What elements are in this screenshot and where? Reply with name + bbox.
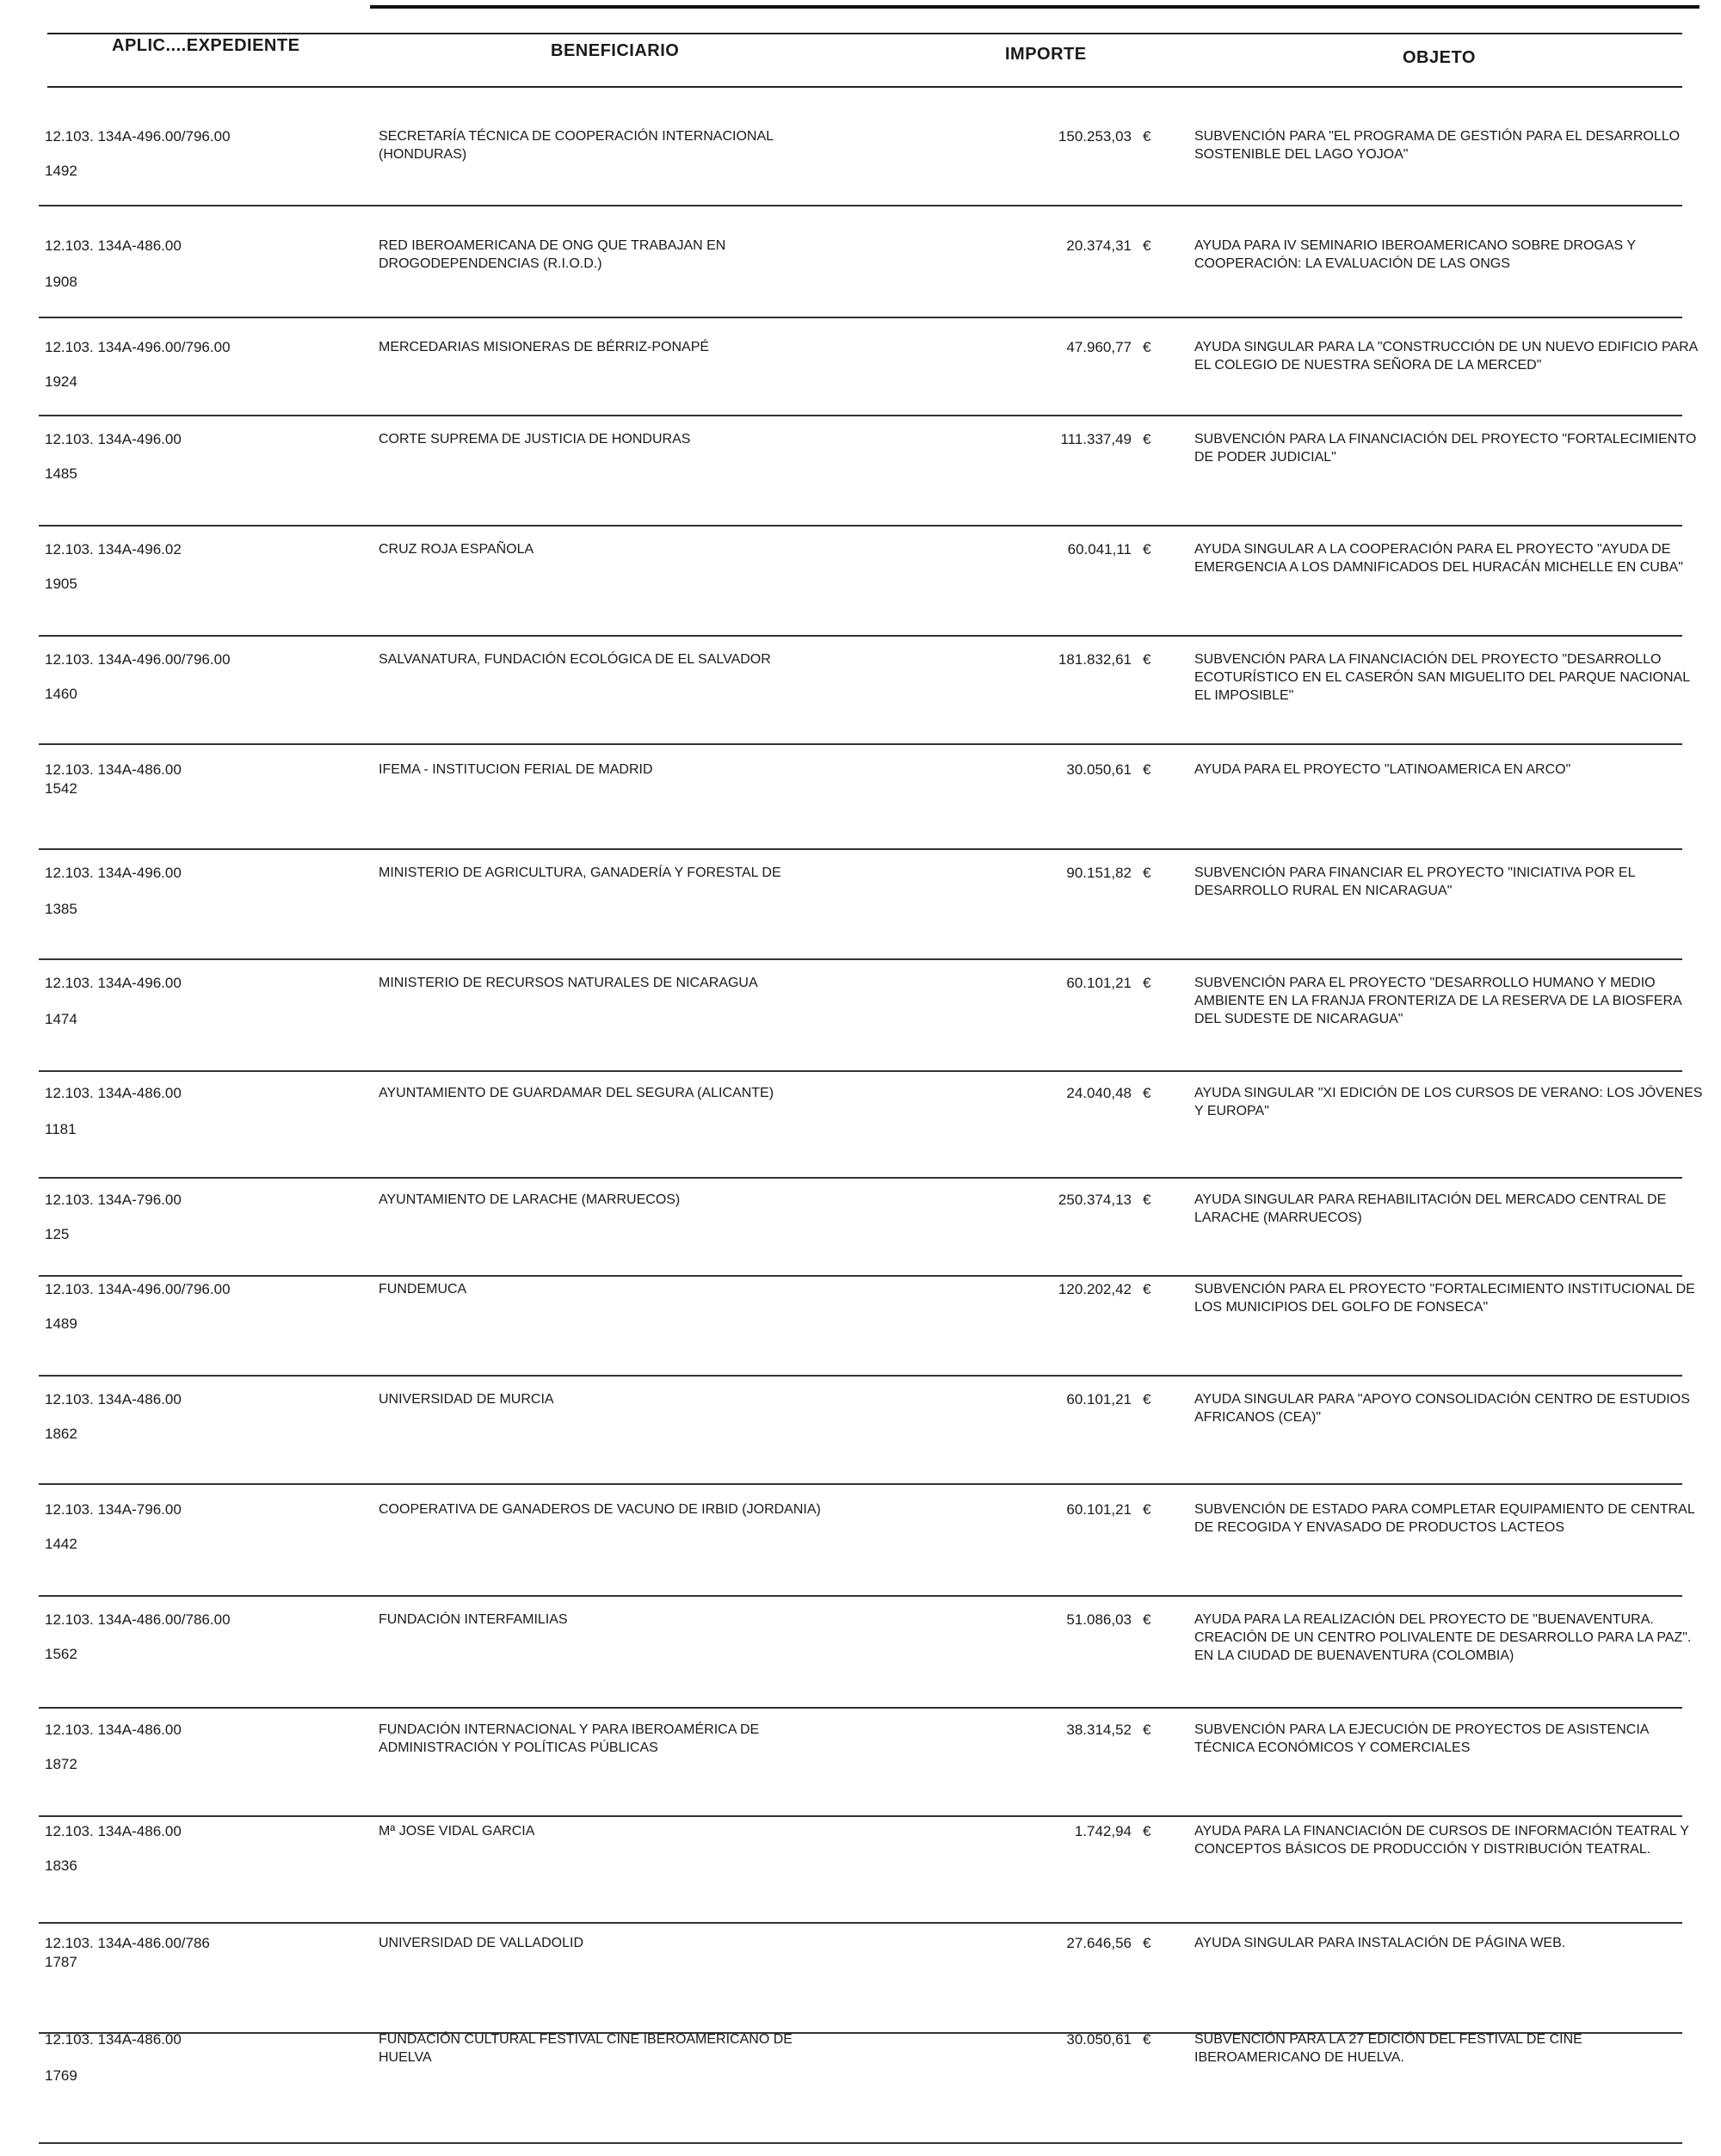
- currency-symbol: €: [1143, 1935, 1151, 1951]
- currency-symbol: €: [1143, 975, 1151, 991]
- aplicacion-cell: 12.103. 134A-486.00/786.00: [45, 1611, 231, 1628]
- importe-cell: 60.041,11: [1067, 541, 1132, 557]
- expediente-cell: 1542: [45, 780, 77, 797]
- aplicacion-cell: 12.103. 134A-486.00: [45, 1722, 182, 1738]
- beneficiario-cell: FUNDACIÓN INTERNACIONAL Y PARA IBEROAMÉRICA DE ADMINISTRACIÓN Y POLÍTICAS PÚBLICAS: [379, 1722, 760, 1755]
- objeto-cell: SUBVENCIÓN PARA LA FINANCIACIÓN DEL PROYECTO "DESARROLLO ECOTURÍSTICO EN EL CASERÓN SAN MIGUELITO DEL PARQUE NACIONAL EL IMPOSIBLE": [1194, 652, 1690, 703]
- row-divider: [39, 317, 1682, 318]
- beneficiario-cell: MERCEDARIAS MISIONERAS DE BÉRRIZ-PONAPÉ: [379, 340, 710, 354]
- objeto-cell: AYUDA SINGULAR PARA REHABILITACIÓN DEL MERCADO CENTRAL DE LARACHE (MARRUECOS): [1194, 1192, 1667, 1225]
- beneficiario-cell: MINISTERIO DE AGRICULTURA, GANADERÍA Y FORESTAL DE: [379, 865, 781, 880]
- aplicacion-cell: 12.103. 134A-486.00: [45, 761, 182, 778]
- header-rule: [47, 86, 1682, 88]
- expediente-cell: 1908: [45, 274, 77, 290]
- currency-symbol: €: [1143, 339, 1151, 355]
- expediente-cell: 1442: [45, 1536, 77, 1552]
- importe-cell: 47.960,77: [1066, 339, 1132, 355]
- currency-symbol: €: [1143, 1823, 1151, 1839]
- beneficiario-cell: CRUZ ROJA ESPAÑOLA: [379, 542, 534, 557]
- importe-cell: 60.101,21: [1066, 1391, 1132, 1408]
- objeto-cell: SUBVENCIÓN PARA LA 27 EDICIÓN DEL FESTIVAL DE CINE IBEROAMERICANO DE HUELVA.: [1194, 2032, 1582, 2065]
- currency-symbol: €: [1143, 1391, 1151, 1408]
- aplicacion-cell: 12.103. 134A-796.00: [45, 1192, 182, 1208]
- importe-cell: 60.101,21: [1066, 975, 1132, 991]
- objeto-cell: AYUDA SINGULAR PARA "APOYO CONSOLIDACIÓN CENTRO DE ESTUDIOS AFRICANOS (CEA)": [1194, 1392, 1690, 1425]
- importe-cell: 120.202,42: [1058, 1281, 1132, 1297]
- beneficiario-cell: AYUNTAMIENTO DE LARACHE (MARRUECOS): [379, 1192, 681, 1207]
- beneficiario-cell: FUNDACIÓN CULTURAL FESTIVAL CINE IBEROAMERICANO DE HUELVA: [379, 2032, 793, 2065]
- aplicacion-cell: 12.103. 134A-486.00/786: [45, 1935, 210, 1951]
- row-divider: [39, 1707, 1682, 1709]
- expediente-cell: 1769: [45, 2067, 77, 2084]
- currency-symbol: €: [1143, 2031, 1151, 2048]
- beneficiario-cell: Mª JOSE VIDAL GARCIA: [379, 1824, 535, 1839]
- row-divider: [39, 848, 1682, 850]
- currency-symbol: €: [1143, 1722, 1151, 1738]
- beneficiario-cell: FUNDACIÓN INTERFAMILIAS: [379, 1612, 568, 1627]
- expediente-cell: 1460: [45, 686, 77, 702]
- aplicacion-cell: 12.103. 134A-496.00: [45, 431, 182, 447]
- header-beneficiario: BENEFICIARIO: [551, 41, 680, 60]
- importe-cell: 38.314,52: [1066, 1722, 1132, 1738]
- beneficiario-cell: AYUNTAMIENTO DE GUARDAMAR DEL SEGURA (ALICANTE): [379, 1086, 774, 1100]
- expediente-cell: 1872: [45, 1756, 77, 1772]
- header-importe: IMPORTE: [1005, 45, 1087, 64]
- currency-symbol: €: [1143, 1501, 1151, 1518]
- row-divider: [39, 525, 1682, 527]
- currency-symbol: €: [1143, 865, 1151, 881]
- currency-symbol: €: [1143, 541, 1151, 557]
- aplicacion-cell: 12.103. 134A-486.00: [45, 1085, 182, 1101]
- objeto-cell: SUBVENCIÓN PARA EL PROYECTO "DESARROLLO HUMANO Y MEDIO AMBIENTE EN LA FRANJA FRONTERIZA DE LA RESERVA DE LA BIOSFERA DEL SUDESTE DE NICARAGUA": [1194, 976, 1681, 1026]
- currency-symbol: €: [1143, 1085, 1151, 1101]
- currency-symbol: €: [1143, 1192, 1151, 1208]
- beneficiario-cell: FUNDEMUCA: [379, 1282, 467, 1297]
- row-divider: [39, 415, 1682, 416]
- expediente-cell: 1474: [45, 1011, 77, 1027]
- aplicacion-cell: 12.103. 134A-496.00/796.00: [45, 651, 231, 668]
- row-divider: [39, 1815, 1682, 1817]
- objeto-cell: SUBVENCIÓN PARA LA FINANCIACIÓN DEL PROYECTO "FORTALECIMIENTO DE PODER JUDICIAL": [1194, 432, 1697, 465]
- beneficiario-cell: RED IBEROAMERICANA DE ONG QUE TRABAJAN EN DROGODEPENDENCIAS (R.I.O.D.): [379, 238, 726, 271]
- objeto-cell: AYUDA SINGULAR A LA COOPERACIÓN PARA EL PROYECTO "AYUDA DE EMERGENCIA A LOS DAMNIFICADOS DEL HURACÁN MICHELLE EN CUBA": [1194, 542, 1683, 575]
- expediente-cell: 1181: [45, 1121, 77, 1137]
- beneficiario-cell: IFEMA - INSTITUCION FERIAL DE MADRID: [379, 762, 653, 777]
- top-rule: [370, 5, 1699, 9]
- aplicacion-cell: 12.103. 134A-496.00/796.00: [45, 1281, 231, 1297]
- row-divider: [39, 1483, 1682, 1485]
- aplicacion-cell: 12.103. 134A-496.00/796.00: [45, 128, 231, 145]
- row-divider: [39, 1922, 1682, 1924]
- beneficiario-cell: UNIVERSIDAD DE VALLADOLID: [379, 1936, 583, 1950]
- importe-cell: 30.050,61: [1066, 2031, 1132, 2048]
- beneficiario-cell: MINISTERIO DE RECURSOS NATURALES DE NICARAGUA: [379, 976, 758, 990]
- currency-symbol: €: [1143, 1281, 1151, 1297]
- currency-symbol: €: [1143, 761, 1151, 778]
- aplicacion-cell: 12.103. 134A-496.00: [45, 865, 182, 881]
- currency-symbol: €: [1143, 1611, 1151, 1628]
- beneficiario-cell: UNIVERSIDAD DE MURCIA: [379, 1392, 554, 1407]
- importe-cell: 30.050,61: [1066, 761, 1132, 778]
- currency-symbol: €: [1143, 237, 1151, 254]
- importe-cell: 111.337,49: [1060, 431, 1132, 447]
- importe-cell: 51.086,03: [1066, 1611, 1132, 1628]
- aplicacion-cell: 12.103. 134A-486.00: [45, 2031, 182, 2048]
- expediente-cell: 1924: [45, 373, 77, 390]
- expediente-cell: 1492: [45, 163, 77, 179]
- objeto-cell: SUBVENCIÓN PARA FINANCIAR EL PROYECTO "INICIATIVA POR EL DESARROLLO RURAL EN NICARAGUA": [1194, 865, 1635, 898]
- importe-cell: 27.646,56: [1066, 1935, 1132, 1951]
- header-objeto: OBJETO: [1403, 48, 1476, 67]
- objeto-cell: AYUDA PARA LA FINANCIACIÓN DE CURSOS DE INFORMACIÓN TEATRAL Y CONCEPTOS BÁSICOS DE PRODUCCIÓN Y DISTRIBUCIÓN TEATRAL.: [1194, 1824, 1689, 1857]
- header-aplic-expediente: APLIC....EXPEDIENTE: [112, 36, 300, 55]
- aplicacion-cell: 12.103. 134A-796.00: [45, 1501, 182, 1518]
- expediente-cell: 1836: [45, 1857, 77, 1874]
- row-divider: [39, 1595, 1682, 1597]
- objeto-cell: AYUDA PARA LA REALIZACIÓN DEL PROYECTO DE "BUENAVENTURA. CREACIÓN DE UN CENTRO POLIVALENTE DE DESARROLLO PARA LA PAZ". EN LA CIUDAD DE BUENAVENTURA (COLOMBIA): [1194, 1612, 1692, 1663]
- objeto-cell: SUBVENCIÓN PARA EL PROYECTO "FORTALECIMIENTO INSTITUCIONAL DE LOS MUNICIPIOS DEL GOLFO DE FONSECA": [1194, 1282, 1695, 1315]
- expediente-cell: 125: [45, 1226, 70, 1242]
- importe-cell: 60.101,21: [1066, 1501, 1132, 1518]
- expediente-cell: 1385: [45, 901, 77, 917]
- row-divider: [39, 958, 1682, 960]
- objeto-cell: AYUDA SINGULAR PARA INSTALACIÓN DE PÁGINA WEB.: [1194, 1936, 1566, 1950]
- importe-cell: 1.742,94: [1074, 1823, 1132, 1839]
- table-header: [0, 34, 1721, 86]
- row-divider: [39, 1375, 1682, 1377]
- aplicacion-cell: 12.103. 134A-496.00/796.00: [45, 339, 231, 355]
- objeto-cell: AYUDA SINGULAR "XI EDICIÓN DE LOS CURSOS DE VERANO: LOS JÓVENES Y EUROPA": [1194, 1086, 1703, 1118]
- objeto-cell: AYUDA SINGULAR PARA LA "CONSTRUCCIÓN DE UN NUEVO EDIFICIO PARA EL COLEGIO DE NUESTRA SEÑORA DE LA MERCED": [1194, 340, 1698, 373]
- row-divider: [39, 743, 1682, 745]
- expediente-cell: 1562: [45, 1646, 77, 1662]
- expediente-cell: 1485: [45, 465, 77, 482]
- expediente-cell: 1787: [45, 1954, 77, 1970]
- objeto-cell: AYUDA PARA EL PROYECTO "LATINOAMERICA EN ARCO": [1194, 762, 1571, 777]
- row-divider: [39, 635, 1682, 637]
- row-divider: [39, 2142, 1682, 2144]
- objeto-cell: AYUDA PARA IV SEMINARIO IBEROAMERICANO SOBRE DROGAS Y COOPERACIÓN: LA EVALUACIÓN DE LAS ONGS: [1194, 238, 1636, 271]
- aplicacion-cell: 12.103. 134A-496.00: [45, 975, 182, 991]
- row-divider: [39, 1275, 1682, 1277]
- row-divider: [39, 1070, 1682, 1072]
- objeto-cell: SUBVENCIÓN PARA "EL PROGRAMA DE GESTIÓN PARA EL DESARROLLO SOSTENIBLE DEL LAGO YOJOA": [1194, 129, 1681, 162]
- aplicacion-cell: 12.103. 134A-486.00: [45, 1823, 182, 1839]
- aplicacion-cell: 12.103. 134A-486.00: [45, 1391, 182, 1408]
- importe-cell: 150.253,03: [1058, 128, 1132, 145]
- objeto-cell: SUBVENCIÓN PARA LA EJECUCIÓN DE PROYECTOS DE ASISTENCIA TÉCNICA ECONÓMICOS Y COMERCIALES: [1194, 1722, 1649, 1755]
- currency-symbol: €: [1143, 651, 1151, 668]
- expediente-cell: 1862: [45, 1426, 77, 1442]
- row-divider: [39, 205, 1682, 206]
- importe-cell: 24.040,48: [1066, 1085, 1132, 1101]
- aplicacion-cell: 12.103. 134A-486.00: [45, 237, 182, 254]
- row-divider: [39, 1177, 1682, 1179]
- expediente-cell: 1489: [45, 1315, 77, 1332]
- aplicacion-cell: 12.103. 134A-496.02: [45, 541, 182, 557]
- beneficiario-cell: SECRETARÍA TÉCNICA DE COOPERACIÓN INTERNACIONAL (HONDURAS): [379, 129, 774, 162]
- currency-symbol: €: [1143, 431, 1151, 447]
- beneficiario-cell: SALVANATURA, FUNDACIÓN ECOLÓGICA DE EL SALVADOR: [379, 652, 771, 667]
- importe-cell: 90.151,82: [1066, 865, 1132, 881]
- beneficiario-cell: CORTE SUPREMA DE JUSTICIA DE HONDURAS: [379, 432, 691, 447]
- expediente-cell: 1905: [45, 576, 77, 592]
- importe-cell: 20.374,31: [1066, 237, 1132, 254]
- importe-cell: 181.832,61: [1058, 651, 1132, 668]
- currency-symbol: €: [1143, 128, 1151, 145]
- beneficiario-cell: COOPERATIVA DE GANADEROS DE VACUNO DE IRBID (JORDANIA): [379, 1502, 821, 1517]
- objeto-cell: SUBVENCIÓN DE ESTADO PARA COMPLETAR EQUIPAMIENTO DE CENTRAL DE RECOGIDA Y ENVASADO DE PRODUCTOS LACTEOS: [1194, 1502, 1695, 1535]
- importe-cell: 250.374,13: [1058, 1192, 1132, 1208]
